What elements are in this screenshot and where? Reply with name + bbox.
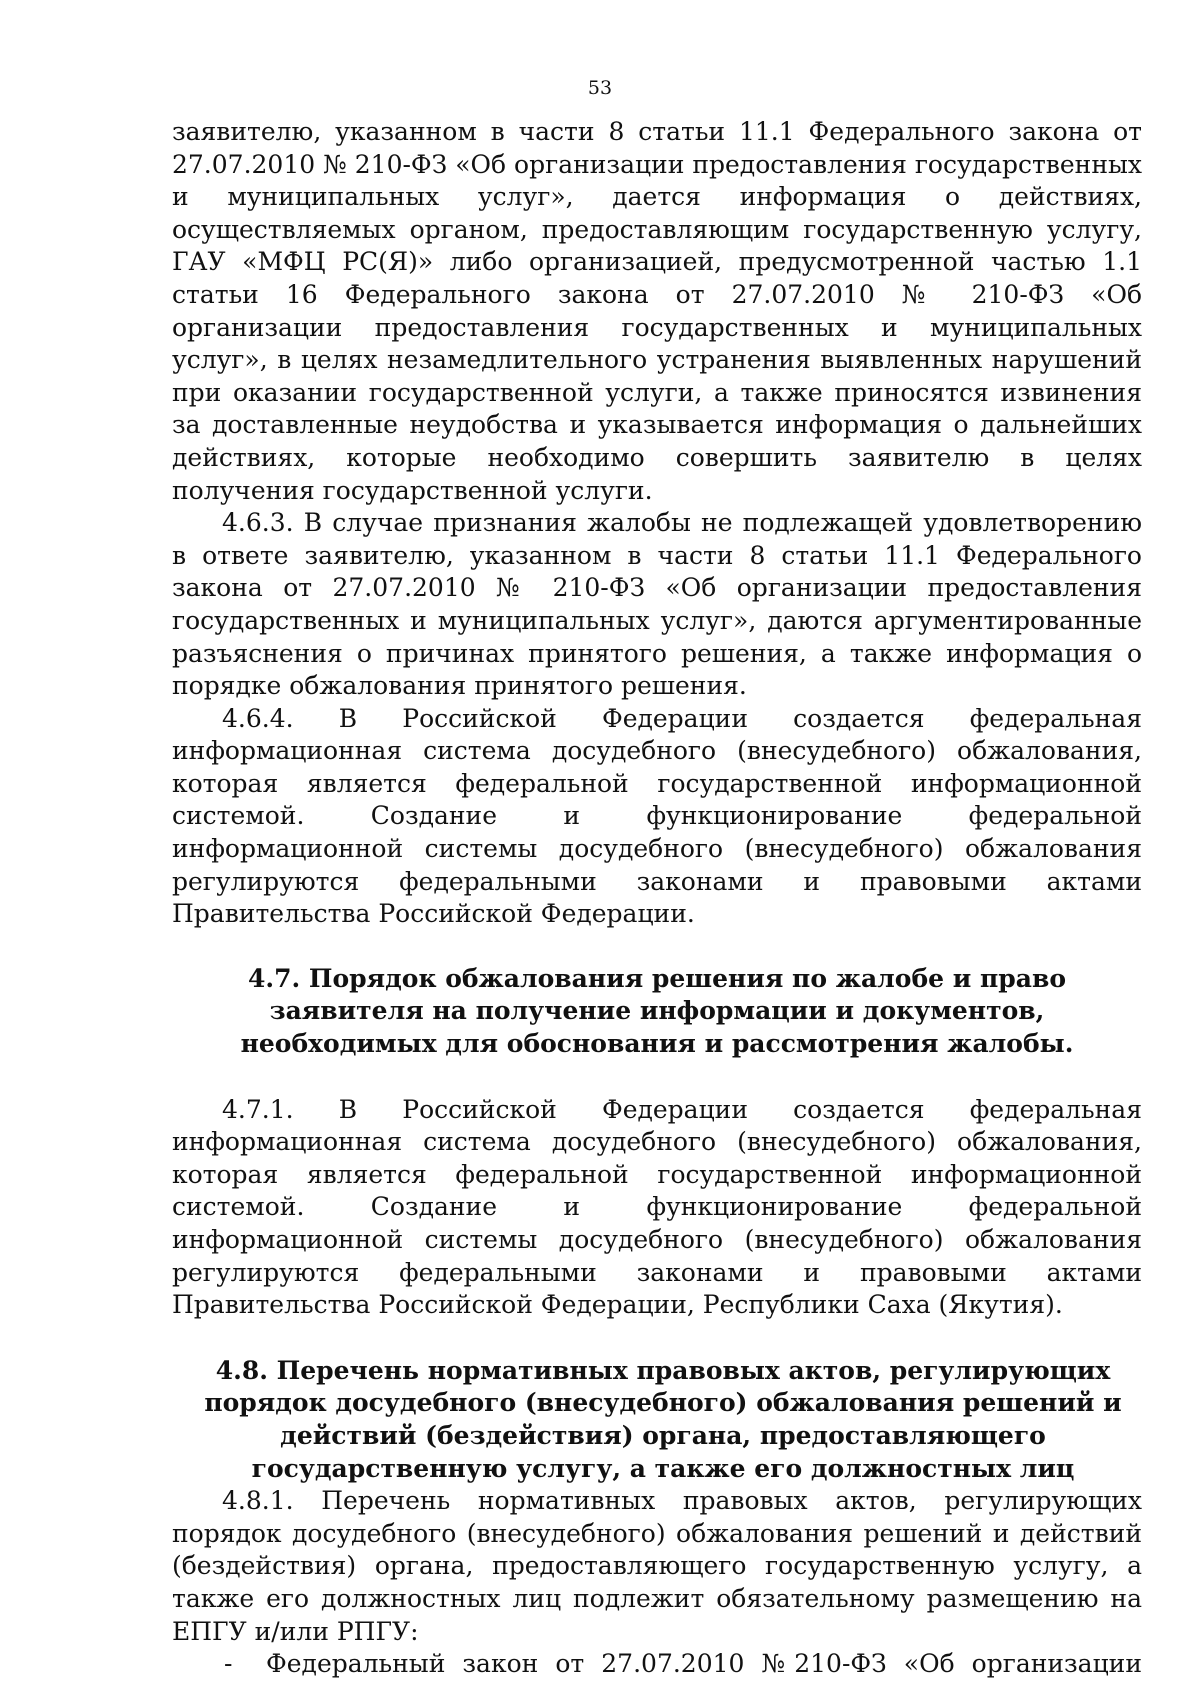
paragraph-continuation: заявителю, указанном в части 8 статьи 11.1 Федерального закона от 27.07.2010 № 210-ФЗ «Об организации предоставления государственных и муниципальных услуг», дается информация о действиях, осуществляемых органом, предоставляющим государственную услугу, ГАУ «МФЦ РС(Я)» либо организацией, предусмотренной частью 1.1 статьи 16 Федерального закона от 27.07.2010 № 210-ФЗ «Об организации предоставления государственных и муниципальных услуг», в целях незамедлительного устранения выявленных нарушений при оказании государственной услуги, а также приносятся извинения за доставленные неудобства и указывается информация о дальнейших действиях, которые необходимо совершить заявителю в целях получения государственной услуги. — [172, 117, 1142, 505]
list-item — [172, 1648, 1142, 1681]
list-bullet-dash: - — [224, 1649, 233, 1679]
paragraph-4-6-3: 4.6.3. В случае признания жалобы не подлежащей удовлетворению в ответе заявителю, указанном в части 8 статьи 11.1 Федерального закона от 27.07.2010 № 210-ФЗ «Об организации предоставления государственных и муниципальных услуг», даются аргументированные разъяснения о причинах принятого решения, а также информация о порядке обжалования принятого решения. — [172, 508, 1142, 701]
section-heading-4-7: 4.7. Порядок обжалования решения по жалобе и право заявителя на получение информации и документов, необходимых для обоснования и рассмотрения жалобы. — [240, 963, 1074, 1059]
list-item-text: Федеральный закон от 27.07.2010 №210-ФЗ «Об организации — [266, 1649, 1142, 1679]
paragraph-4-6-4: 4.6.4. В Российской Федерации создается федеральная информационная система досудебного (внесудебного) обжалования, которая является федеральной государственной информационной системой. Создание и функционирование федеральной информационной системы досудебного (внесудебного) обжалования регулируются федеральными законами и правовыми актами Правительства Российской Федерации. — [172, 703, 1142, 929]
page-body — [172, 116, 1142, 1681]
paragraph-4-7-1: 4.7.1. В Российской Федерации создается федеральная информационная система досудебного (внесудебного) обжалования, которая является федеральной государственной информационной системой. Создание и функционирование федеральной информационной системы досудебного (внесудебного) обжалования регулируются федеральными законами и правовыми актами Правительства Российской Федерации, Республики Саха (Якутия). — [172, 1094, 1142, 1320]
page-number: 53 — [587, 77, 613, 99]
paragraph-4-8-1: 4.8.1. Перечень нормативных правовых актов, регулирующих порядок досудебного (внесудебного) обжалования решений и действий (бездействия) органа, предоставляющего государственную услугу, а также его должностных лиц подлежит обязательному размещению на ЕПГУ и/или РПГУ: — [172, 1486, 1142, 1646]
section-heading-4-8: 4.8. Перечень нормативных правовых актов, регулирующих порядок досудебного (внесудебного) обжалования решений и действий (бездействия) органа, предоставляющего государственную услугу, а также его должностных лиц — [204, 1355, 1122, 1483]
